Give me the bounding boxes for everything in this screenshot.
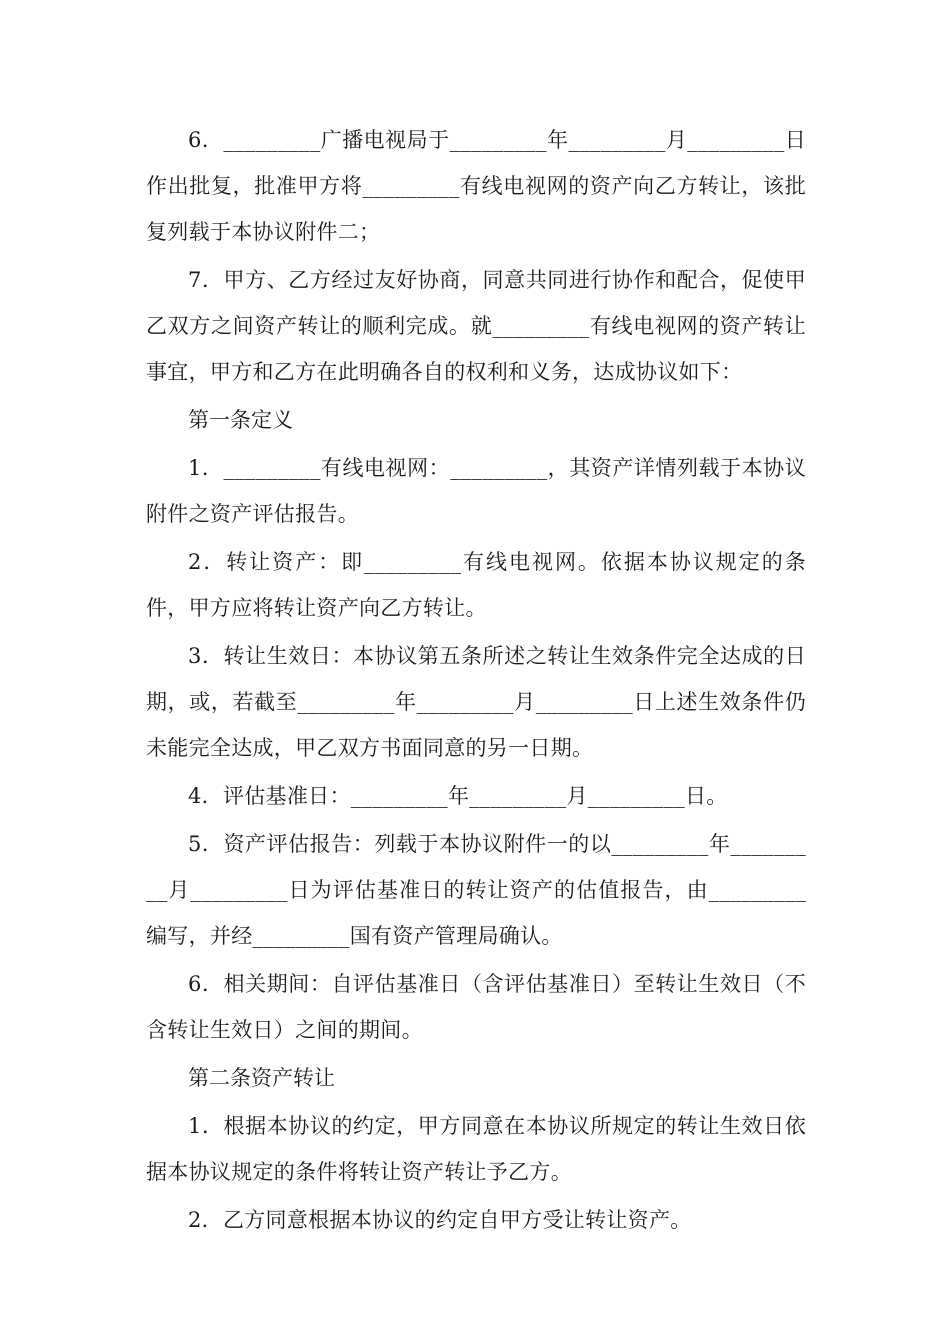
document-page — [146, 117, 806, 1245]
paragraph-transfer-1: 1．根据本协议的约定，甲方同意在本协议所规定的转让生效日依据本协议规定的条件将转让资产转让予乙方。 — [146, 1114, 806, 1184]
paragraph-definition-5: 5．资产评估报告：列载于本协议附件一的以_________年_________月_________日为评估基准日的转让资产的估值报告，由_________编写，并经_________国有资产管理局确认。 — [146, 832, 806, 948]
paragraph-definition-1: 1．_________有线电视网：_________，其资产详情列载于本协议附件之资产评估报告。 — [146, 456, 806, 526]
paragraph-recital-6: 6．_________广播电视局于_________年_________月_________日作出批复，批准甲方将_________有线电视网的资产向乙方转让，该批复列载于本协议附件二； — [146, 128, 806, 244]
paragraph-definition-4: 4．评估基准日：_________年_________月_________日。 — [188, 784, 728, 808]
paragraph-definition-3: 3．转让生效日：本协议第五条所述之转让生效条件完全达成的日期，或，若截至_________年_________月_________日上述生效条件仍未能完全达成，甲乙双方书面同意的另一日期。 — [146, 644, 806, 760]
article-1-heading: 第一条定义 — [188, 408, 293, 432]
paragraph-definition-2: 2．转让资产：即_________有线电视网。依据本协议规定的条件，甲方应将转让资产向乙方转让。 — [146, 550, 806, 620]
paragraph-recital-7: 7．甲方、乙方经过友好协商，同意共同进行协作和配合，促使甲乙双方之间资产转让的顺利完成。就_________有线电视网的资产转让事宜，甲方和乙方在此明确各自的权利和义务，达成协议如下： — [146, 268, 806, 384]
paragraph-transfer-2: 2．乙方同意根据本协议的约定自甲方受让转让资产。 — [188, 1208, 692, 1232]
article-2-heading: 第二条资产转让 — [188, 1066, 335, 1090]
paragraph-definition-6: 6．相关期间：自评估基准日（含评估基准日）至转让生效日（不含转让生效日）之间的期间。 — [146, 972, 806, 1042]
